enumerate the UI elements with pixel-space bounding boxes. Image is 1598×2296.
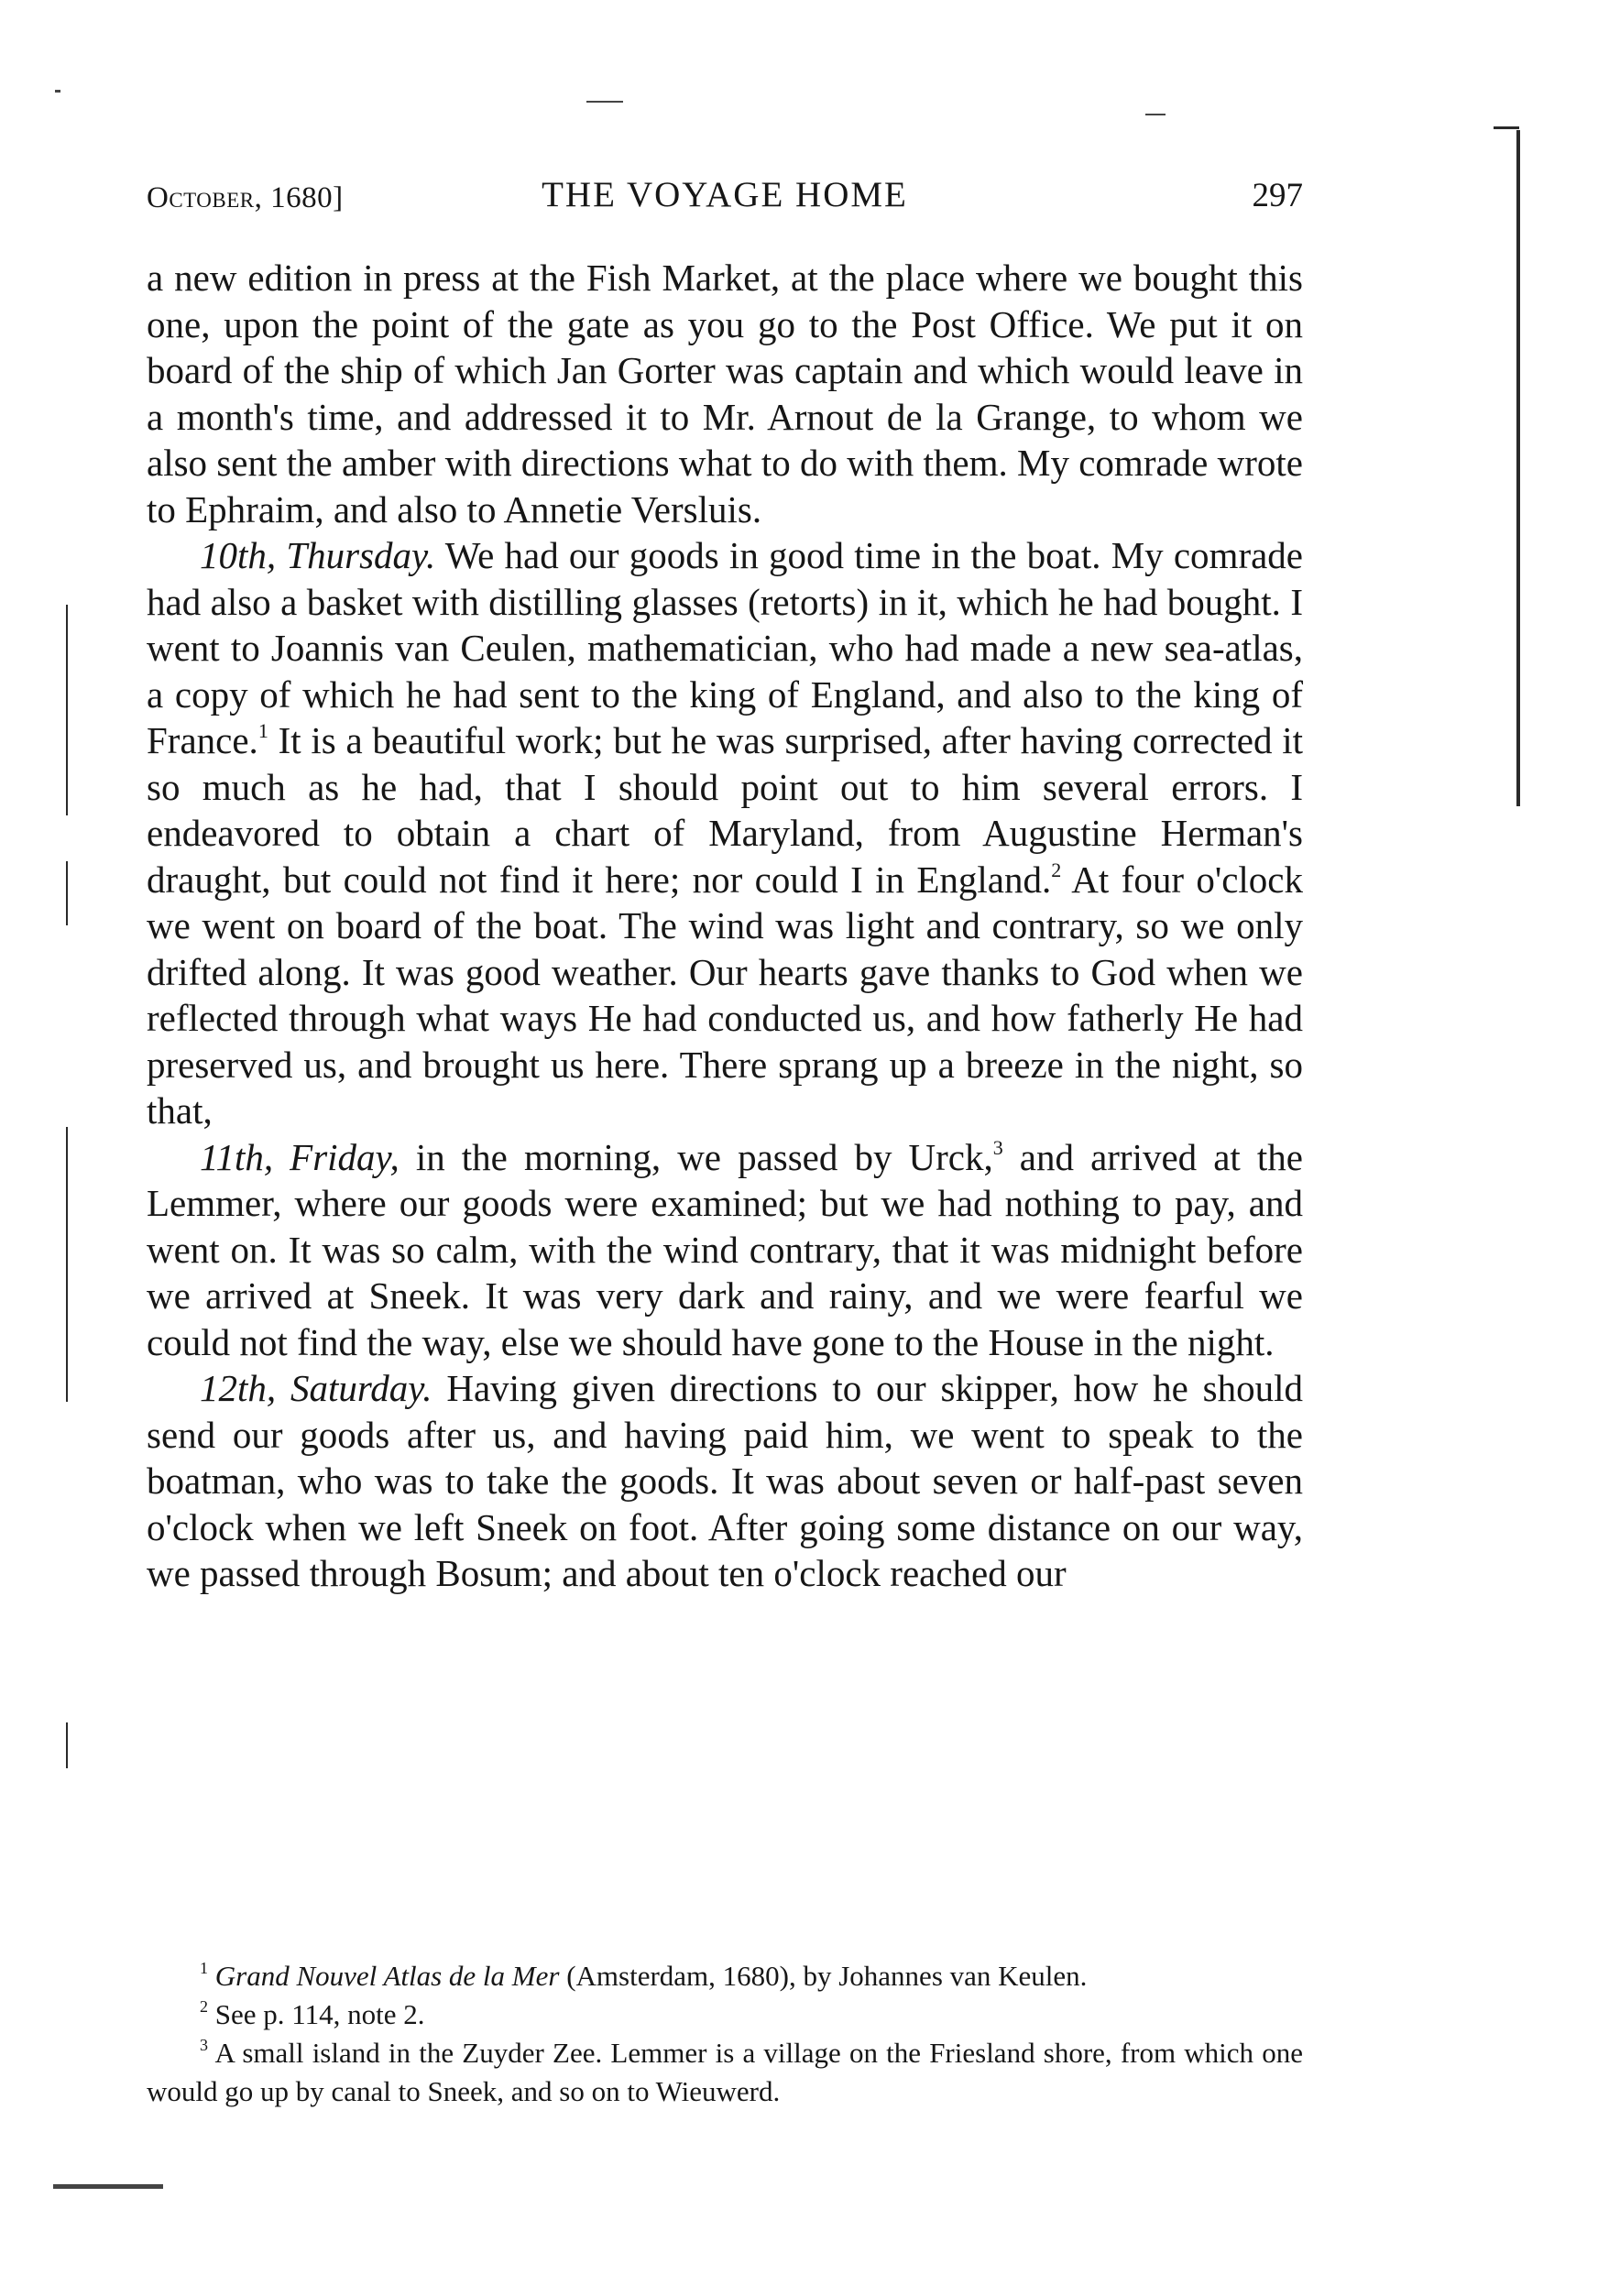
footnote-1	[147, 1957, 1303, 1995]
footnote-text: See p. 114, note 2.	[214, 1998, 425, 2030]
footnote-text: (Amsterdam, 1680), by Johannes van Keulen.	[559, 1960, 1088, 1992]
footnote-title: Grand Nouvel Atlas de la Mer	[214, 1960, 560, 1992]
entry-date: 12th, Saturday.	[200, 1367, 432, 1409]
paragraph-text: It is a beautiful work; but he was surprised, after having corrected it so much as he had, that I should point out to him several errors. I endeavored to obtain a chart of Maryland, from Augustine Herman's draught, but could not find it here; nor could I in England.	[147, 719, 1303, 901]
entry-date: 10th, Thursday.	[200, 534, 436, 576]
paragraph-text: Having given directions to our skipper, how he should send our goods after us, and having paid him, we went to speak to the boatman, who was to take the goods. It was about seven or half-past seven o'clock when we left Sneek on foot. After going some distance on our way, we passed through Bosum; and about ten o'clock reached our	[147, 1367, 1304, 1594]
scan-mark-left	[66, 1127, 68, 1402]
scan-mark-left	[66, 861, 68, 925]
footnote-mark: 1	[200, 1959, 208, 1977]
scan-speck	[586, 101, 623, 103]
footnotes	[147, 1957, 1303, 2111]
paragraph-text: and arrived at the Lemmer, where our goods were examined; but we had nothing to pay, and went on. It was so calm, with the wind contrary, that it was midnight before we arrived at Sneek. It was very dark and rainy, and we were fearful we could not find the way, else we should have gone to the House in the night.	[147, 1135, 1303, 1363]
header-title: THE VOYAGE HOME	[542, 175, 908, 214]
paragraph-11th-friday	[147, 1134, 1303, 1366]
footnote-ref: 3	[992, 1135, 1003, 1159]
footnote-mark: 2	[200, 1997, 208, 2016]
footnote-ref: 1	[257, 719, 268, 742]
paragraph-continued: a new edition in press at the Fish Market, at the place where we bought this one, upon the point of the gate as you go to the Post Office. We put it on board of the ship of which Jan Gorter was captain and which would leave in a month's time, and addressed it to Mr. Arnout de la Grange, to whom we also sent the amber with directions what to do with them. My comrade wrote to Ephraim, and also to Annetie Versluis.	[147, 257, 1303, 530]
scan-speck	[53, 2184, 163, 2189]
scan-edge-right	[1516, 130, 1520, 806]
paragraph-text: in the morning, we passed by Urck,	[399, 1135, 993, 1178]
footnote-2	[147, 1995, 1303, 2034]
scan-speck	[55, 90, 60, 93]
footnote-ref: 2	[1051, 858, 1062, 881]
paragraph-text: We had our goods in good time in the boat. My comrade had also a basket with distilling glasses (retorts) in it, which he had bought. I went to Joannis van Ceulen, mathematician, who had made a new sea-atlas, a copy of which he had sent to the king of England, and also to the king of France.	[147, 534, 1303, 761]
header-date: October, 1680]	[147, 181, 344, 214]
scan-edge-right-top	[1494, 126, 1519, 129]
running-header	[147, 174, 1303, 229]
footnote-text: A small island in the Zuyder Zee. Lemmer is a village on the Friesland shore, from which one would go up by canal to Sneek, and so on to Wieuwerd.	[147, 2037, 1303, 2107]
scan-speck	[1145, 114, 1166, 115]
scan-mark-left	[66, 1722, 68, 1768]
paragraph-12th-saturday	[147, 1365, 1303, 1597]
footnote-3	[147, 2034, 1303, 2111]
scan-mark-left	[66, 605, 68, 815]
footnote-mark: 3	[200, 2036, 208, 2054]
paragraph-text: At four o'clock we went on board of the boat. The wind was light and contrary, so we only drifted along. It was good weather. Our hearts gave thanks to God when we reflected through what ways He had conducted us, and how fatherly He had preserved us, and brought us here. There sprang up a breeze in the night, so that,	[147, 858, 1304, 1132]
entry-date: 11th, Friday,	[200, 1135, 400, 1178]
body-text	[147, 255, 1303, 1597]
paragraph-10th-thursday	[147, 532, 1303, 1134]
page-number: 297	[1252, 177, 1303, 214]
